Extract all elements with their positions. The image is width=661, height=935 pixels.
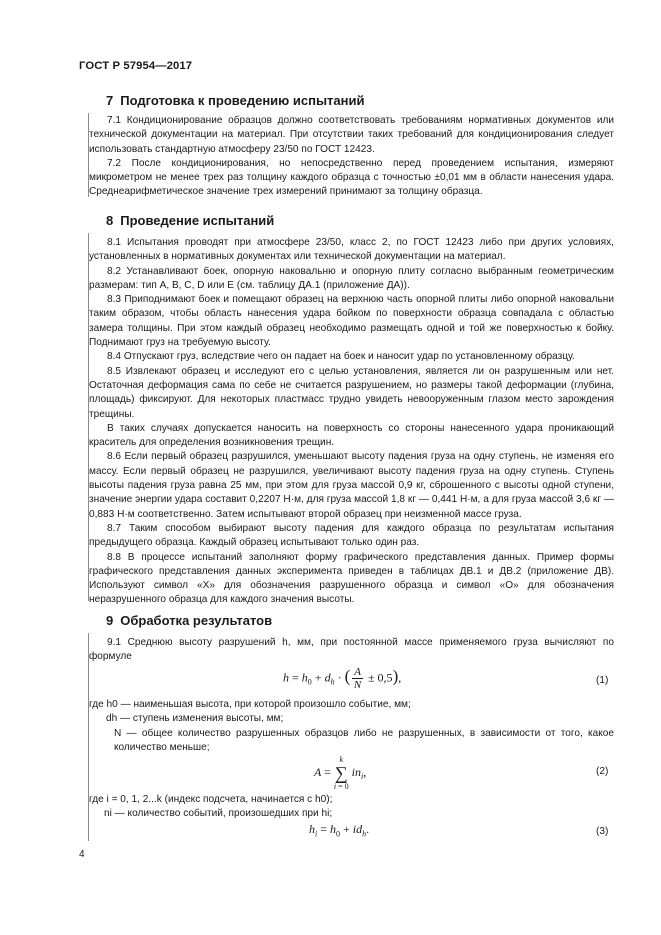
section-9-intro — [89, 636, 614, 665]
page-number: 4 — [79, 849, 85, 860]
paragraph: 8.8 В процессе испытаний заполняют форму графического представления данных. Пример формы графического представления данных эксперимента приведен в таблицах ДВ.1 и ДВ.2 (приложение ДВ). Используют символ «X» для обозначения разрушенного образца и символ «О» для обозначения неразрушенного образца для каждого значения высоты. — [89, 551, 614, 606]
standard-header: ГОСТ Р 57954—2017 — [79, 60, 193, 72]
paragraph: 8.5 Извлекают образец и исследуют его с целью установления, является ли он разрушенным или нет. Остаточная деформация сама по себе не считается разрушением, но размеры такой деформации (глубина, площадь) фиксируют. Для некоторых пластмасс трудно увидеть невооруженным глазом место зарождения трещины. — [89, 365, 614, 420]
section-8-heading — [106, 213, 274, 228]
paragraph: 8.3 Приподнимают боек и помещают образец на верхнюю часть опорной плиты либо опорной наковальни таким образом, чтобы область нанесения удара бойком по поверхности образца совпадала с областью замера толщины. При этом каждый образец необходимо размещать одной и той же поверхностью к бойку. Поднимают груз на требуемую высоту. — [89, 294, 614, 349]
definition-i: где i = 0, 1, 2...k (индекс подсчета, начинается с h0); — [89, 794, 333, 805]
equation-number: (2) — [596, 766, 609, 777]
paragraph: 8.7 Таким способом выбирают высоту падения для каждого образца по результатам испытания предыдущего образца. Каждый образец испытывают только один раз. — [89, 522, 614, 549]
paragraph: 8.6 Если первый образец разрушился, уменьшают высоту падения груза на одну ступень, не изменяя его массу. Если первый образец не разрушился, увеличивают высоту падения груза на одну ступень. Ступень высоты падения груза равна 25 мм, при этом для груза массой 0,9 кг, сброшенного с высоты одной ступени, значение энергии удара составит 0,2207 Н·м, для груза массой 1,8 кг — 0,441 Н·м, а для груза массой 3,6 кг — 0,883 Н·м соответственно. Затем испытывают второй образец при неизменной массе груза. — [89, 451, 614, 520]
equation-number: (1) — [596, 675, 609, 686]
equation-number: (3) — [596, 826, 609, 837]
formula-3: $h_i = h_0 + id_h$. — [309, 822, 370, 839]
definition-dh: dh — ступень изменения высоты, мм; — [106, 713, 284, 724]
definition-h0: где h0 — наименьшая высота, при которой произошло событие, мм; — [89, 699, 411, 710]
definition-ni: ni — количество событий, произошедших при hi; — [104, 808, 333, 819]
formula-2: A = k ∑ i = 0 $in_i$, — [314, 755, 367, 791]
section-title: Проведение испытаний — [120, 213, 275, 228]
section-title: Подготовка к проведению испытаний — [120, 93, 365, 108]
paragraph: 8.1 Испытания проводят при атмосфере 23/50, класс 2, по ГОСТ 12423 либо при других условиях, установленных в нормативных документах или технической документации на материал. — [89, 237, 614, 263]
section-title: Обработка результатов — [120, 613, 273, 628]
paragraph: В таких случаях допускается наносить на поверхность со стороны нанесенного удара проникающий краситель для определения возникновения трещин. — [89, 422, 614, 449]
section-7-heading — [106, 93, 365, 108]
paragraph: 8.4 Отпускают груз, вследствие чего он падает на боек и наносит удар по установленному образцу. — [107, 351, 575, 363]
section-8-body — [89, 236, 614, 608]
section-9-heading — [106, 613, 272, 628]
paragraph: 8.2 Устанавливают боек, опорную наковальню и опорную плиту согласно выбранным геометрическим размерам: тип А, В, С, D или Е (см. таблицу ДА.1 (приложение ДА)). — [89, 265, 614, 291]
paragraph: 9.1 Среднюю высоту разрушений h, мм, при постоянной массе применяемого груза вычисляют по формуле — [89, 637, 614, 663]
section-number: 8 — [106, 213, 114, 228]
section-number: 9 — [106, 613, 114, 628]
formula-1: $h = h_0 + d_h$ · ( $\frac{A}{N}$ ± 0,5), — [283, 666, 402, 691]
paragraph: 7.2 После кондиционирования, но непосредственно перед проведением испытания, измеряют микрометром не менее трех раз толщину каждого образца с точностью ±0,01 мм в области нанесения удара. Среднеарифметическое значение трех измерений принимают за толщину образца. — [89, 157, 614, 198]
section-number: 7 — [106, 93, 114, 108]
paragraph: 7.1 Кондиционирование образцов должно соответствовать требованиям нормативных документов или технической документации на материал. При отсутствии таких требований для кондиционирования следует использовать стандартную атмосферу 23/50 по ГОСТ 12423. — [89, 115, 614, 155]
definition-N: N — общее количество разрушенных образцов либо не разрушенных, в зависимости от того, какое количество меньше; — [114, 728, 614, 753]
section-7-body — [89, 114, 614, 200]
